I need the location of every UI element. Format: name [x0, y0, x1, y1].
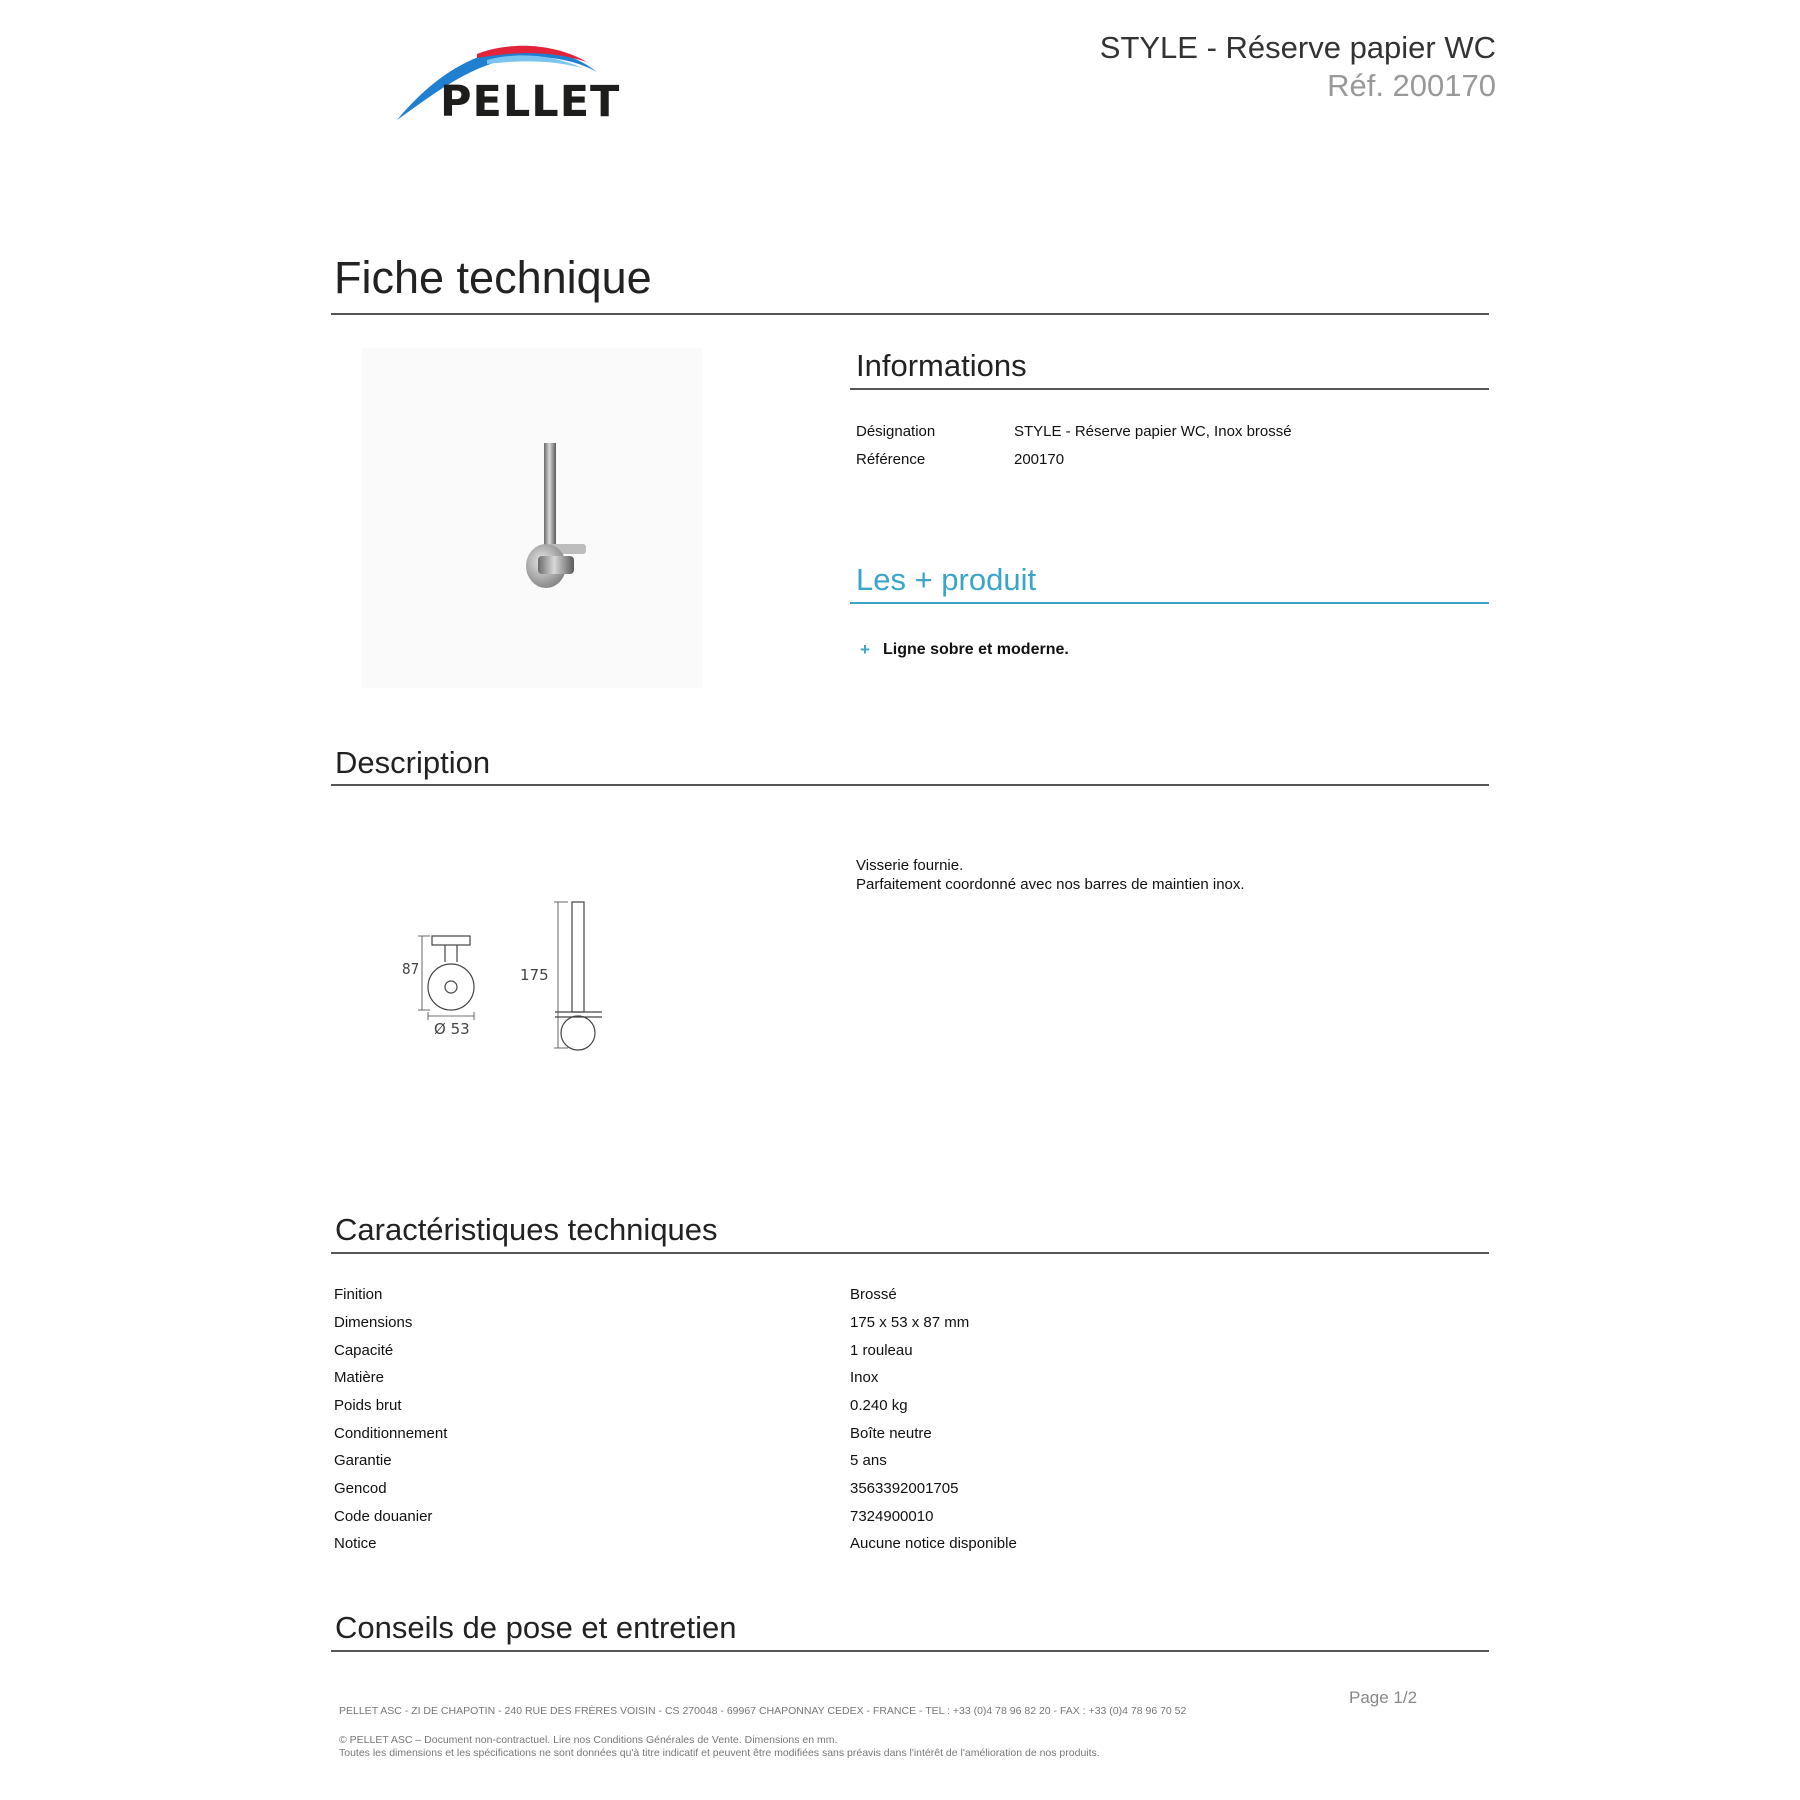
spec-value: Boîte neutre [850, 1425, 932, 1442]
spec-label: Garantie [334, 1452, 392, 1469]
spec-value: 175 x 53 x 87 mm [850, 1314, 970, 1331]
description-line-1: Visserie fournie. [856, 857, 964, 874]
caracteristiques-heading: Caractéristiques techniques [335, 1212, 718, 1247]
spec-value: Inox [850, 1369, 879, 1386]
les-plus-item: Ligne sobre et moderne. [883, 641, 1069, 658]
document-title: STYLE - Réserve papier WC [1099, 30, 1496, 65]
informations-divider [850, 388, 1489, 390]
plus-bullet-icon: + [860, 640, 870, 659]
spec-value: 5 ans [850, 1452, 887, 1469]
spec-value: Aucune notice disponible [850, 1535, 1017, 1552]
spec-value: 7324900010 [850, 1508, 934, 1525]
spec-label: Capacité [334, 1342, 394, 1359]
spec-label: Gencod [334, 1480, 387, 1497]
description-heading: Description [335, 745, 491, 780]
info-label-designation: Désignation [856, 423, 936, 440]
conseils-heading: Conseils de pose et entretien [335, 1610, 737, 1645]
description-divider [331, 784, 1489, 786]
dim-diameter-label: Ø 53 [434, 1020, 470, 1038]
page-number: Page 1/2 [1349, 1688, 1418, 1707]
page-title: Fiche technique [334, 252, 652, 303]
spec-label: Conditionnement [334, 1425, 448, 1442]
dim-length-label: 175 [520, 966, 549, 984]
caracteristiques-divider [331, 1252, 1489, 1254]
conseils-divider [331, 1650, 1489, 1652]
spec-label: Notice [334, 1535, 377, 1552]
footer-legal-2: Toutes les dimensions et les spécifications ne sont données qu'à titre indicatif et peuvent être modifiées sans préavis dans l'intérêt de l'amélioration de nos produits. [339, 1747, 1100, 1759]
spec-value: Brossé [850, 1286, 897, 1303]
title-divider [331, 313, 1489, 315]
spec-label: Finition [334, 1286, 383, 1303]
spec-value: 0.240 kg [850, 1397, 908, 1414]
document-ref: Réf. 200170 [1327, 68, 1496, 103]
technical-drawing [390, 880, 630, 1080]
info-value-reference: 200170 [1014, 451, 1065, 468]
footer-address: PELLET ASC - ZI DE CHAPOTIN - 240 RUE DES FRÈRES VOISIN - CS 270048 - 69967 CHAPONNAY CEDEX - FRANCE - TEL : +33 (0)4 78 96 82 20 - FAX : +33 (0)4 78 96 70 52 [339, 1705, 1187, 1717]
description-line-2: Parfaitement coordonné avec nos barres de maintien inox. [856, 876, 1245, 893]
spec-label: Code douanier [334, 1508, 433, 1525]
spec-label: Matière [334, 1369, 385, 1386]
info-label-reference: Référence [856, 451, 926, 468]
brand-logo [392, 40, 642, 130]
spec-label: Dimensions [334, 1314, 413, 1331]
les-plus-heading: Les + produit [856, 562, 1037, 597]
dim-height-label: 87 [402, 960, 420, 978]
informations-heading: Informations [856, 348, 1027, 383]
logo-wordmark: PELLET [440, 77, 621, 127]
product-image [362, 348, 702, 688]
spec-value: 3563392001705 [850, 1480, 959, 1497]
spec-label: Poids brut [334, 1397, 402, 1414]
info-value-designation: STYLE - Réserve papier WC, Inox brossé [1014, 423, 1292, 440]
footer-legal-1: © PELLET ASC – Document non-contractuel. Lire nos Conditions Générales de Vente. Dimensions en mm. [339, 1734, 838, 1746]
spec-value: 1 rouleau [850, 1342, 913, 1359]
les-plus-divider [850, 602, 1489, 604]
